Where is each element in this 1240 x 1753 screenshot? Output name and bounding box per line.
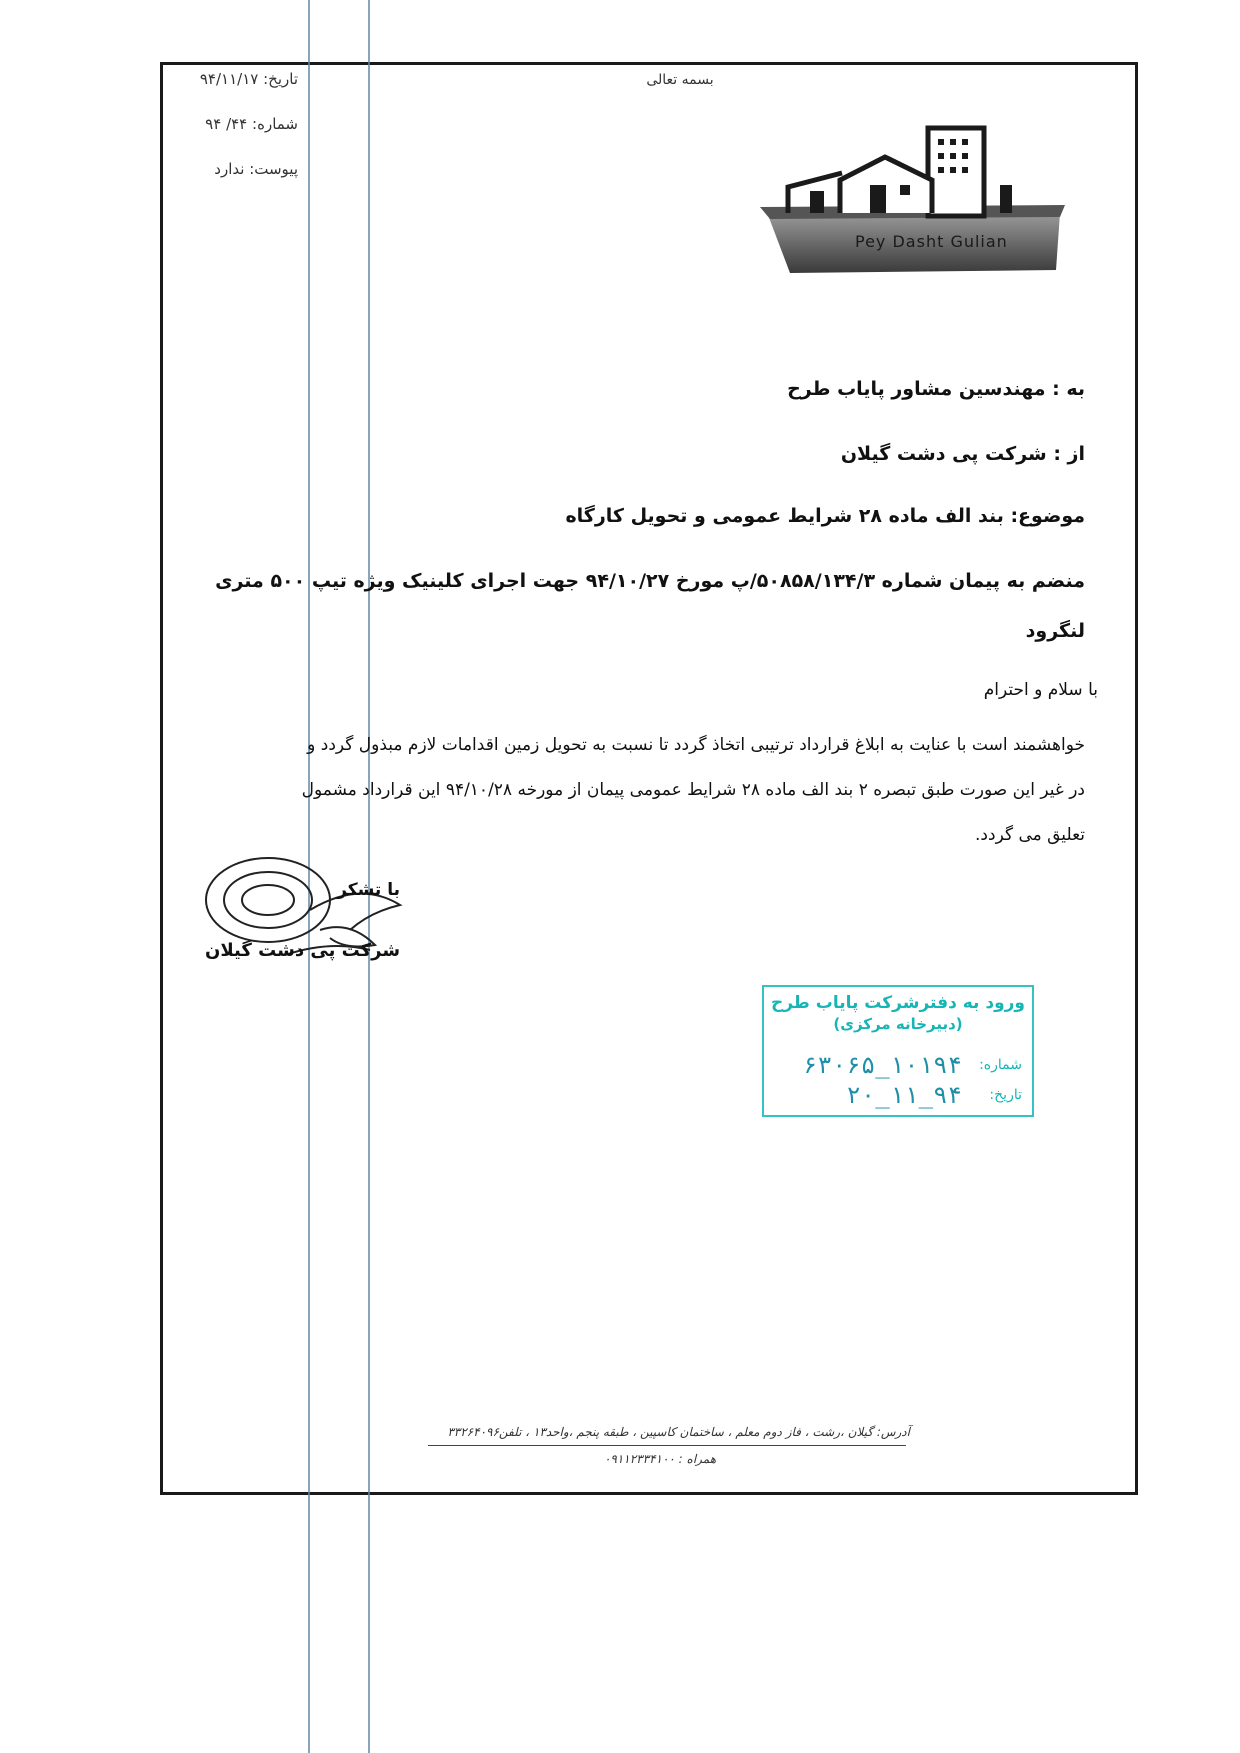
number-field <box>170 115 298 133</box>
subject-line: موضوع: بند الف ماده ۲۸ شرایط عمومی و تحویل کارگاه <box>565 505 1085 527</box>
number-label: شماره: <box>252 115 298 133</box>
stamp-date-value: ۹۴_۱۱_۲۰ <box>846 1081 962 1109</box>
attachment-label: پیوست: <box>249 160 298 178</box>
contract-line-2: لنگرود <box>1025 620 1085 642</box>
stamp-number-value: ۱۰۱۹۴_۶۳۰۶۵ <box>803 1051 962 1079</box>
stamp-date-label: تاریخ: <box>989 1087 1022 1103</box>
number-value: ۴۴/ ۹۴ <box>205 115 248 133</box>
page-border <box>160 62 1138 1495</box>
logo-text: Pey Dasht Gulian <box>855 232 1008 251</box>
stamp-number-label: شماره: <box>979 1057 1022 1073</box>
bismillah: بسمه تعالی <box>646 72 714 88</box>
footer-divider <box>428 1445 906 1446</box>
body-line: در غیر این صورت طبق تبصره ۲ بند الف ماده ۲۸ شرایط عمومی پیمان از مورخه ۹۴/۱۰/۲۸ این قرارداد مشمول <box>301 780 1085 800</box>
closing: با تشکر <box>337 880 400 900</box>
greeting: با سلام و احترام <box>983 680 1098 700</box>
company-logo <box>760 125 1070 275</box>
contract-line-1: منضم به پیمان شماره ۵۰۸۵۸/۱۳۴/۳/پ مورخ ۹۴/۱۰/۲۷ جهت اجرای کلینیک ویژه تیپ ۵۰۰ متری <box>215 570 1085 592</box>
sender-line: از : شرکت پی دشت گیلان <box>840 443 1085 465</box>
body-line: تعلیق می گردد. <box>975 825 1085 845</box>
date-label: تاریخ: <box>263 70 298 88</box>
attachment-value: ندارد <box>214 160 245 178</box>
stamp-subtitle: (دبیرخانه مرکزی) <box>833 1015 963 1033</box>
footer-address: آدرس: گیلان ،رشت ، فاز دوم معلم ، ساختمان کاسپین ، طبقه پنجم ،واحد۱۳ ، تلفن۳۳۲۶۴۰۹۶ <box>447 1425 910 1439</box>
date-value: ۹۴/۱۱/۱۷ <box>199 70 259 88</box>
signatory-company: شرکت پی دشت گیلان <box>205 940 401 961</box>
date-field <box>170 70 298 88</box>
footer-mobile: همراه : ۰۹۱۱۲۳۳۴۱۰۰ <box>603 1452 717 1466</box>
stamp-title: ورود به دفترشرکت پایاب طرح <box>770 993 1025 1013</box>
recipient-line: به : مهندسین مشاور پایاب طرح <box>787 378 1085 400</box>
receipt-stamp <box>762 985 1034 1117</box>
attachment-field <box>170 160 298 178</box>
body-line: خواهشمند است با عنایت به ابلاغ قرارداد ترتیبی اتخاذ گردد تا نسبت به تحویل زمین اقدامات لازم مبذول گردد و <box>307 735 1085 755</box>
